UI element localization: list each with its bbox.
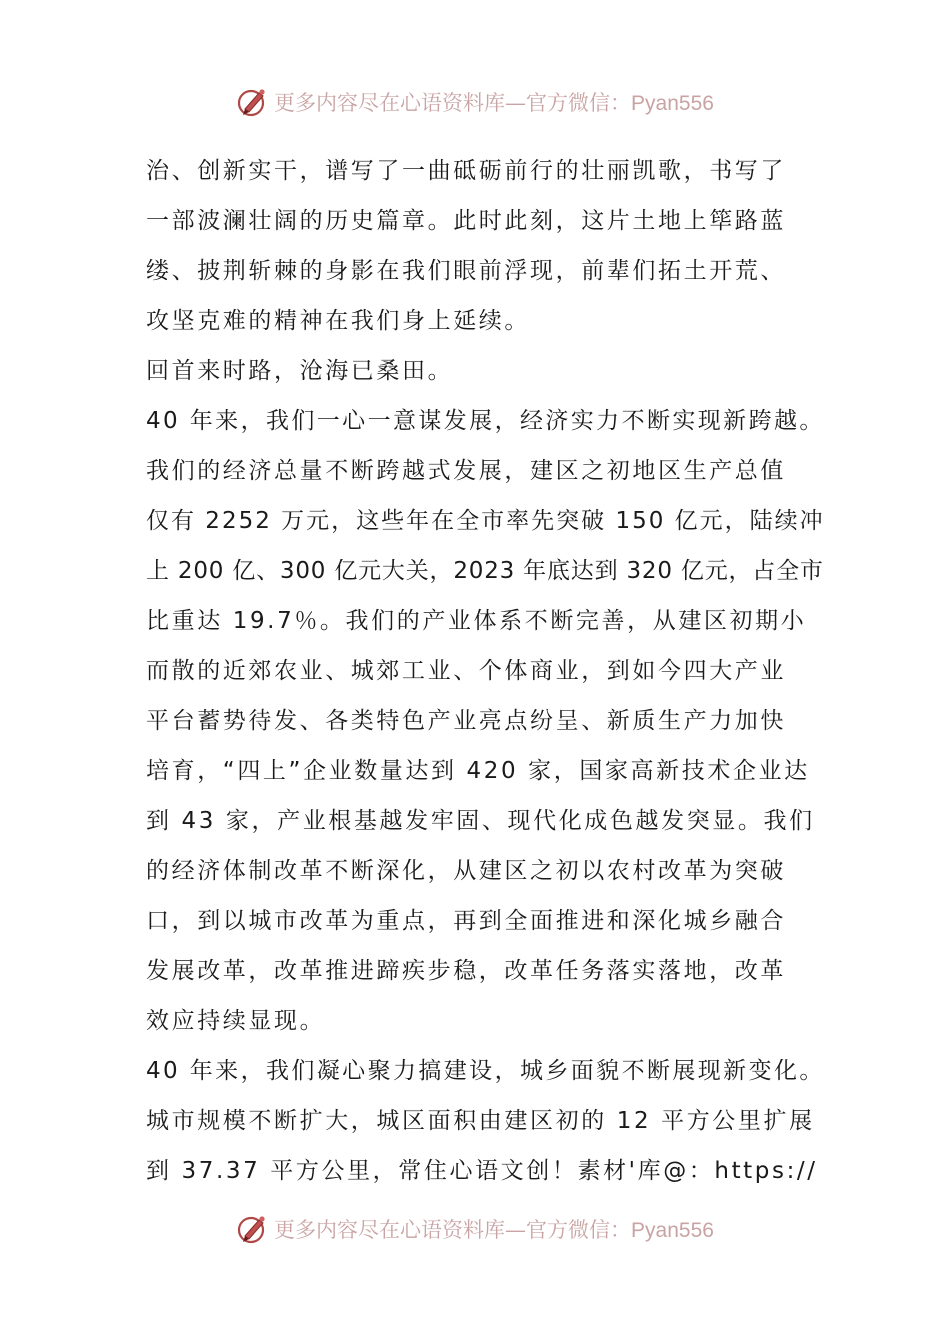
text-line: 我们的经济总量不断跨越式发展，建区之初地区生产总值 <box>146 458 786 484</box>
text-line: 培育，“四上”企业数量达到 420 家，国家高新技术企业达 <box>146 758 810 784</box>
text-line: 口，到以城市改革为重点，再到全面推进和深化城乡融合 <box>146 908 786 934</box>
document-body <box>146 146 826 1196</box>
text-line: 攻坚克难的精神在我们身上延续。 <box>146 308 530 334</box>
footer-dash: — <box>505 1218 527 1242</box>
header-wechat-label: 官方微信： <box>526 91 632 115</box>
header-brand: 更多内容尽在心语资料库 <box>274 91 506 115</box>
pen-logo-icon <box>236 85 270 119</box>
pen-logo-icon <box>236 1212 270 1246</box>
header-watermark-text <box>274 87 714 117</box>
text-line: 效应持续显现。 <box>146 1008 326 1034</box>
footer-watermark-text <box>274 1214 714 1244</box>
text-line: 比重达 19.7％。我们的产业体系不断完善，从建区初期小 <box>146 608 807 634</box>
text-line: 的经济体制改革不断深化，从建区之初以农村改革为突破 <box>146 858 786 884</box>
text-line: 仅有 2252 万元，这些年在全市率先突破 150 亿元，陆续冲 <box>146 508 825 534</box>
footer-wechat-label: 官方微信： <box>526 1218 632 1242</box>
text-line: 缕、披荆斩棘的身影在我们眼前浮现，前辈们拓土开荒、 <box>146 258 786 284</box>
header-watermark-banner <box>0 82 950 122</box>
text-line: 城市规模不断扩大，城区面积由建区初的 12 平方公里扩展 <box>146 1108 815 1134</box>
text-line: 一部波澜壮阔的历史篇章。此时此刻，这片土地上筚路蓝 <box>146 208 786 234</box>
footer-wechat-id: Pyan556 <box>631 1219 714 1242</box>
text-line: 40 年来，我们一心一意谋发展，经济实力不断实现新跨越。 <box>146 408 825 434</box>
footer-watermark-banner <box>0 1209 950 1249</box>
text-line: 到 37.37 平方公里，常住心语文创！素材'库@：https:// <box>146 1158 818 1184</box>
header-wechat-id: Pyan556 <box>631 92 714 115</box>
body-text <box>146 146 826 1196</box>
text-line: 治、创新实干，谱写了一曲砥砺前行的壮丽凯歌，书写了 <box>146 158 786 184</box>
header-dash: — <box>505 91 527 115</box>
text-line: 上 200 亿、300 亿元大关，2023 年底达到 320 亿元，占全市 <box>146 558 824 584</box>
footer-brand: 更多内容尽在心语资料库 <box>274 1218 506 1242</box>
text-line: 40 年来，我们凝心聚力搞建设，城乡面貌不断展现新变化。 <box>146 1058 825 1084</box>
text-line: 到 43 家，产业根基越发牢固、现代化成色越发突显。我们 <box>146 808 815 834</box>
text-line: 而散的近郊农业、城郊工业、个体商业，到如今四大产业 <box>146 658 786 684</box>
text-line: 平台蓄势待发、各类特色产业亮点纷呈、新质生产力加快 <box>146 708 786 734</box>
text-line: 发展改革，改革推进蹄疾步稳，改革任务落实落地，改革 <box>146 958 786 984</box>
text-line: 回首来时路，沧海已桑田。 <box>146 358 454 384</box>
